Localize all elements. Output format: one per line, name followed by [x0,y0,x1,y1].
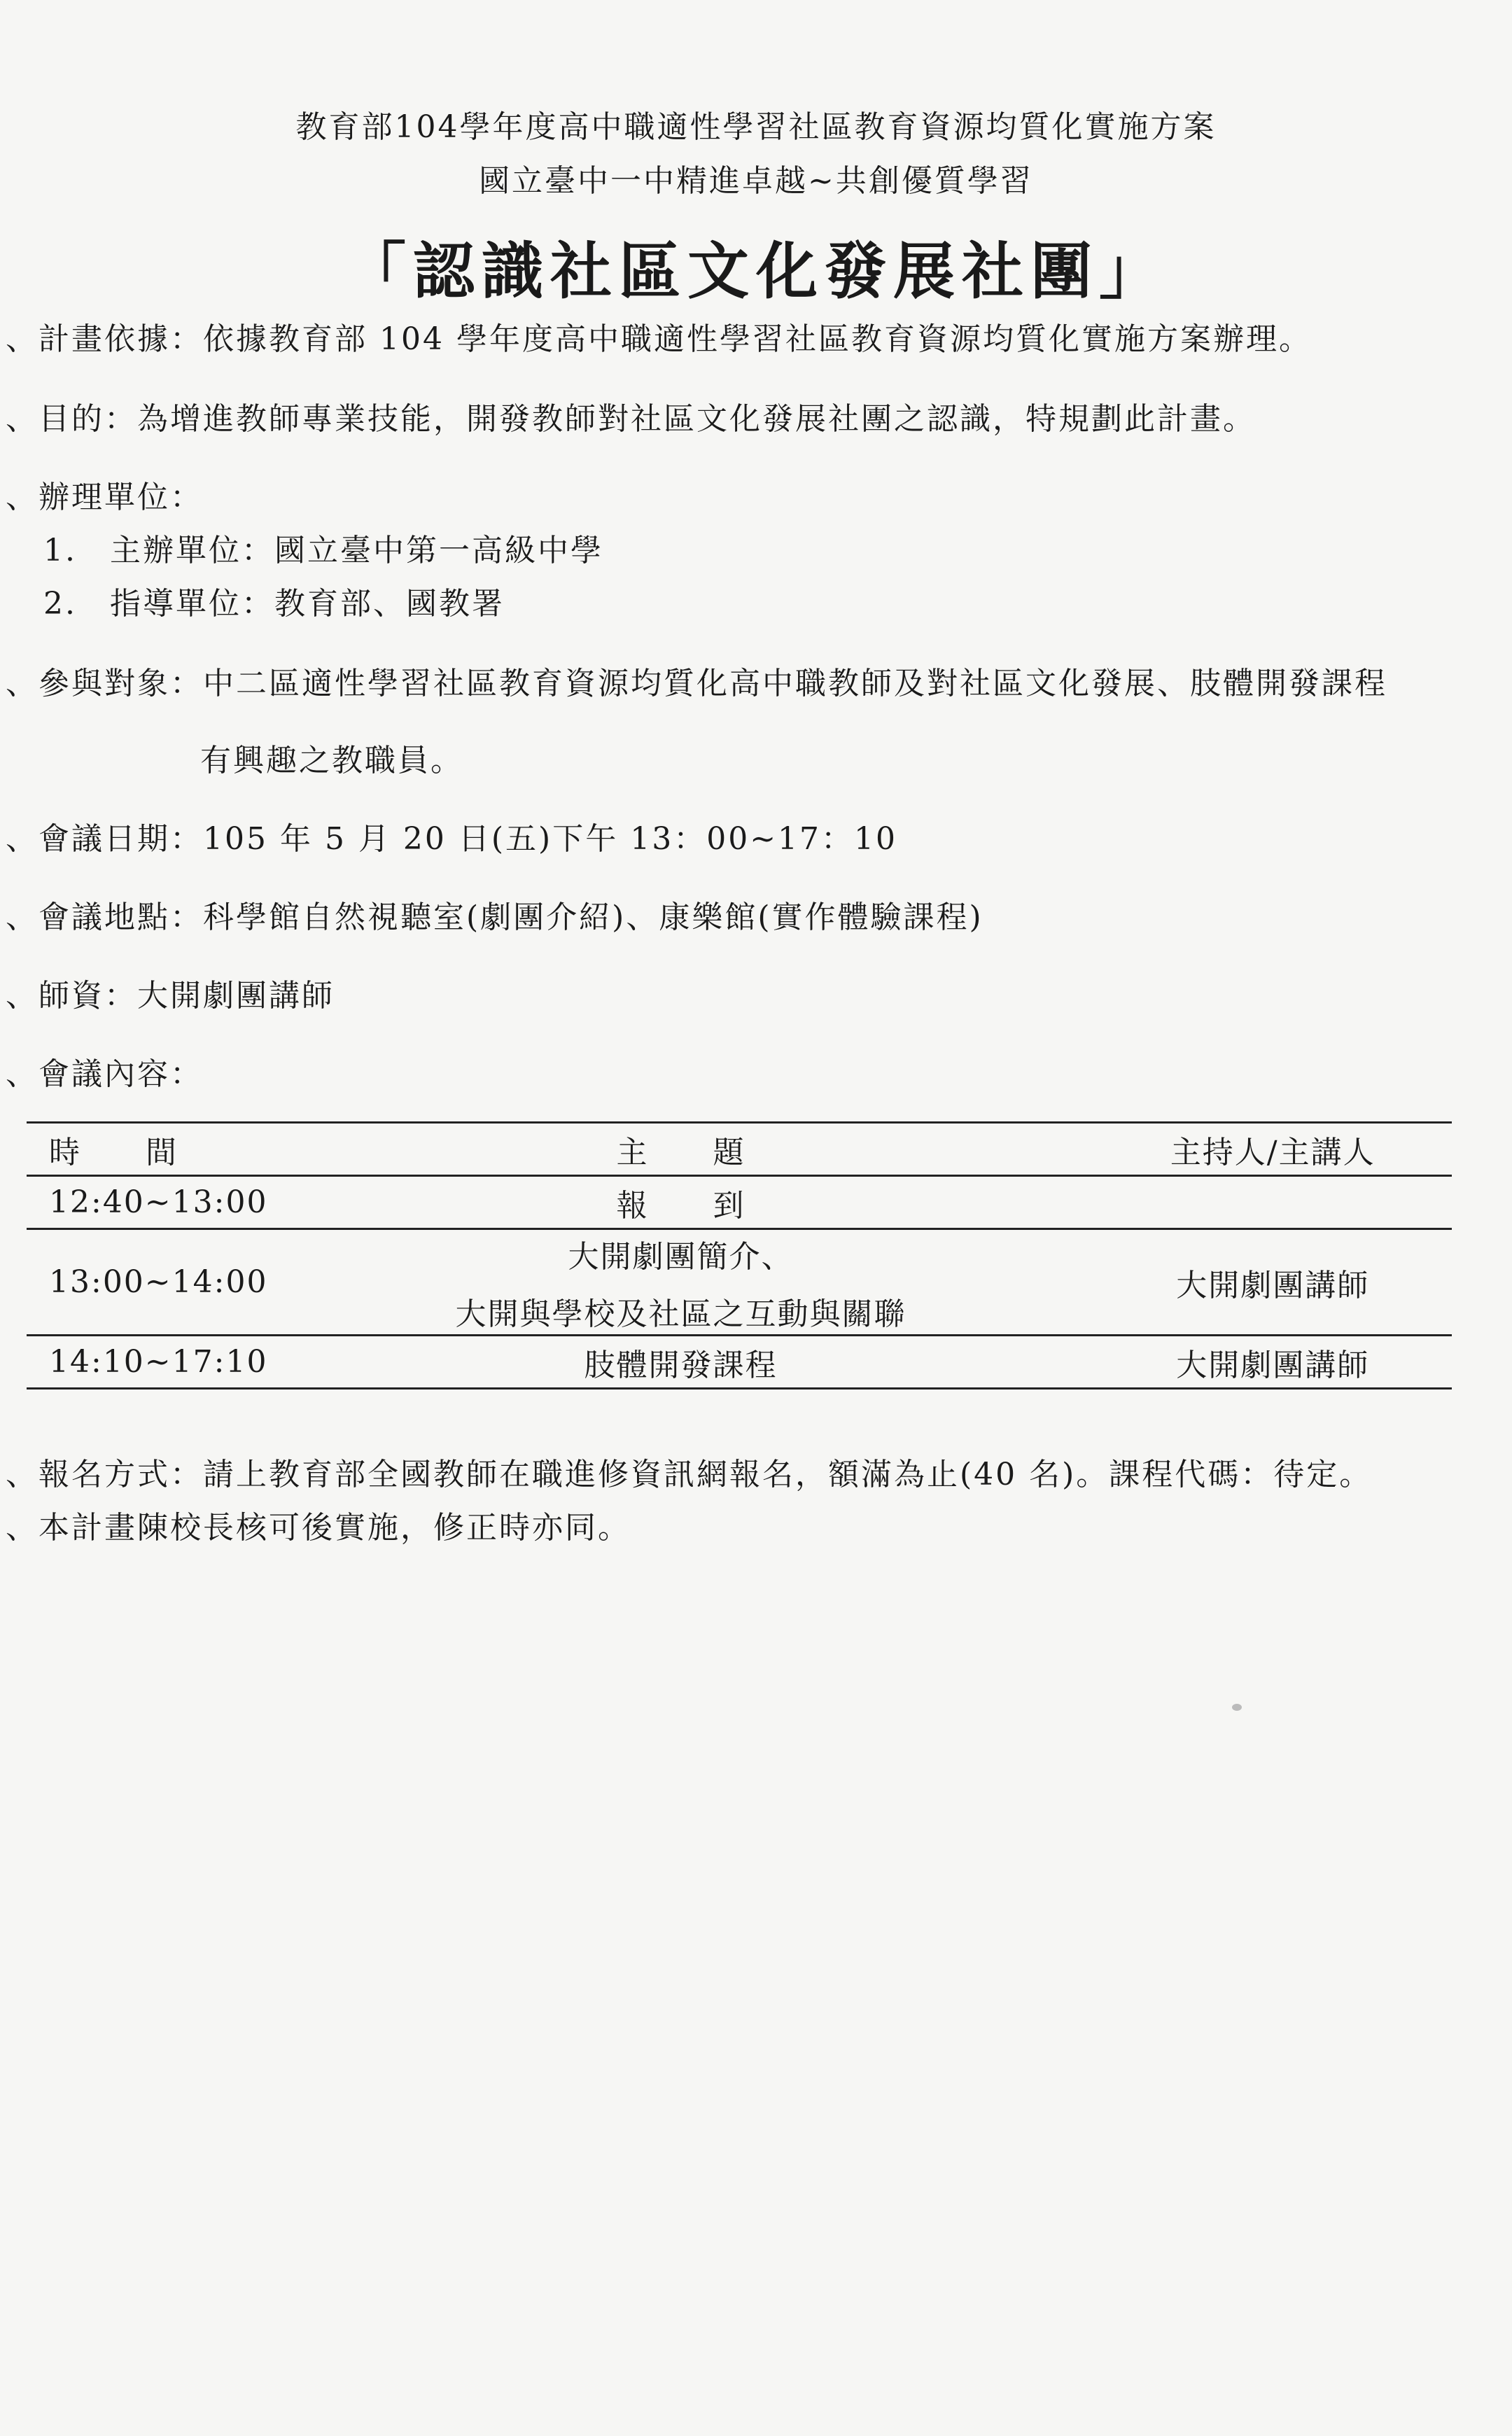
row-topic: 大開劇團簡介、 [568,1238,794,1275]
header-host: 主持人/主講人 [1093,1123,1452,1176]
schedule-header-row [27,1123,1452,1176]
item-venue: 、會議地點：科學館自然視聽室(劇團介紹)、康樂館(實作體驗課程) [6,899,983,935]
table-row [27,1229,1452,1336]
header-time: 時 間 [27,1123,267,1176]
program-subtitle: 國立臺中一中精進卓越~共創優質學習 [479,163,1033,199]
item-registration: 、報名方式：請上教育部全國教師在職進修資訊網報名，額滿為止(40 名)。課程代碼：待定。 [6,1457,1373,1492]
row-time: 14:10~17:10 [27,1336,267,1389]
item-basis: 、計畫依據：依據教育部 104 學年度高中職適性學習社區教育資源均質化實施方案辦理。 [6,321,1312,357]
item-approval: 、本計畫陳校長核可後實施，修正時亦同。 [6,1510,631,1546]
schedule-table [27,1121,1452,1390]
table-row [27,1336,1452,1389]
table-row [27,1176,1452,1229]
row-host: 大開劇團講師 [1093,1229,1452,1336]
item-purpose: 、目的：為增進教師專業技能，開發教師對社區文化發展社團之認識，特規劃此計畫。 [6,401,1256,437]
row-topic-line2: 大開與學校及社區之互動與關聯 [455,1296,906,1332]
document-title: 「認識社區文化發展社團」 [344,234,1168,307]
header-topic: 主 題 [267,1123,1093,1176]
item-supervisor: 2. 指導單位：教育部、國教署 [43,586,505,622]
scan-speck [1232,1704,1242,1711]
row-topic: 肢體開發課程 [267,1336,1093,1389]
row-topic: 報 到 [267,1176,1093,1229]
row-host: 大開劇團講師 [1093,1336,1452,1389]
item-participants: 、參與對象：中二區適性學習社區教育資源均質化高中職教師及對社區文化發展、肢體開發課程 [6,666,1387,701]
row-topic-cell [267,1229,1093,1336]
row-time: 12:40~13:00 [27,1176,267,1229]
item-date: 、會議日期：105 年 5 月 20 日(五)下午 13：00~17：10 [6,821,898,857]
item-instructor: 、師資：大開劇團講師 [6,978,335,1014]
item-participants-cont: 有興趣之教職員。 [200,743,463,778]
item-content-label: 、會議內容： [6,1056,203,1092]
item-units-label: 、辦理單位： [6,479,203,515]
program-name: 教育部104學年度高中職適性學習社區教育資源均質化實施方案 [295,109,1217,145]
item-organizer: 1. 主辦單位：國立臺中第一高級中學 [43,533,603,568]
row-time: 13:00~14:00 [27,1229,267,1336]
row-host [1093,1176,1452,1229]
